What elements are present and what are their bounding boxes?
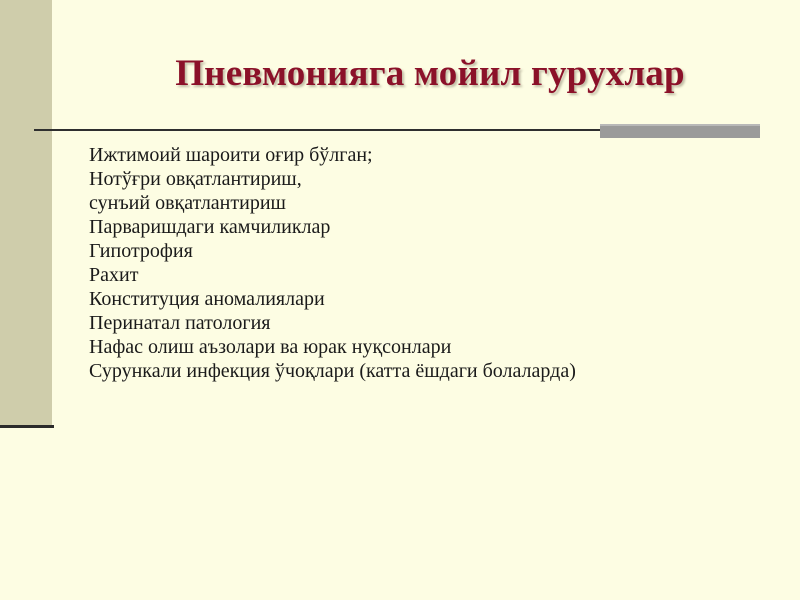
title-divider-accent bbox=[600, 124, 760, 138]
list-item: Сурункали инфекция ўчоқлари (катта ёшдаги болаларда) bbox=[89, 360, 576, 382]
list-item: Ижтимоий шароити оғир бўлган; bbox=[89, 144, 373, 166]
list-item: Нафас олиш аъзолари ва юрак нуқсонлари bbox=[89, 336, 452, 358]
side-decoration-rule bbox=[0, 425, 54, 428]
risk-group-list bbox=[89, 143, 576, 383]
list-item: Парваришдаги камчиликлар bbox=[89, 216, 331, 238]
list-item: Гипотрофия bbox=[89, 240, 193, 262]
list-item: Рахит bbox=[89, 264, 139, 286]
side-decoration-bar bbox=[0, 0, 52, 427]
list-item: Нотўғри овқатлантириш, bbox=[89, 168, 302, 190]
title-divider bbox=[34, 129, 600, 131]
slide-title: Пневмонияга мойил гурухлар bbox=[175, 53, 685, 94]
list-item: Перинатал патология bbox=[89, 312, 271, 334]
list-item: сунъий овқатлантириш bbox=[89, 192, 286, 214]
list-item: Конституция аномалиялари bbox=[89, 288, 325, 310]
